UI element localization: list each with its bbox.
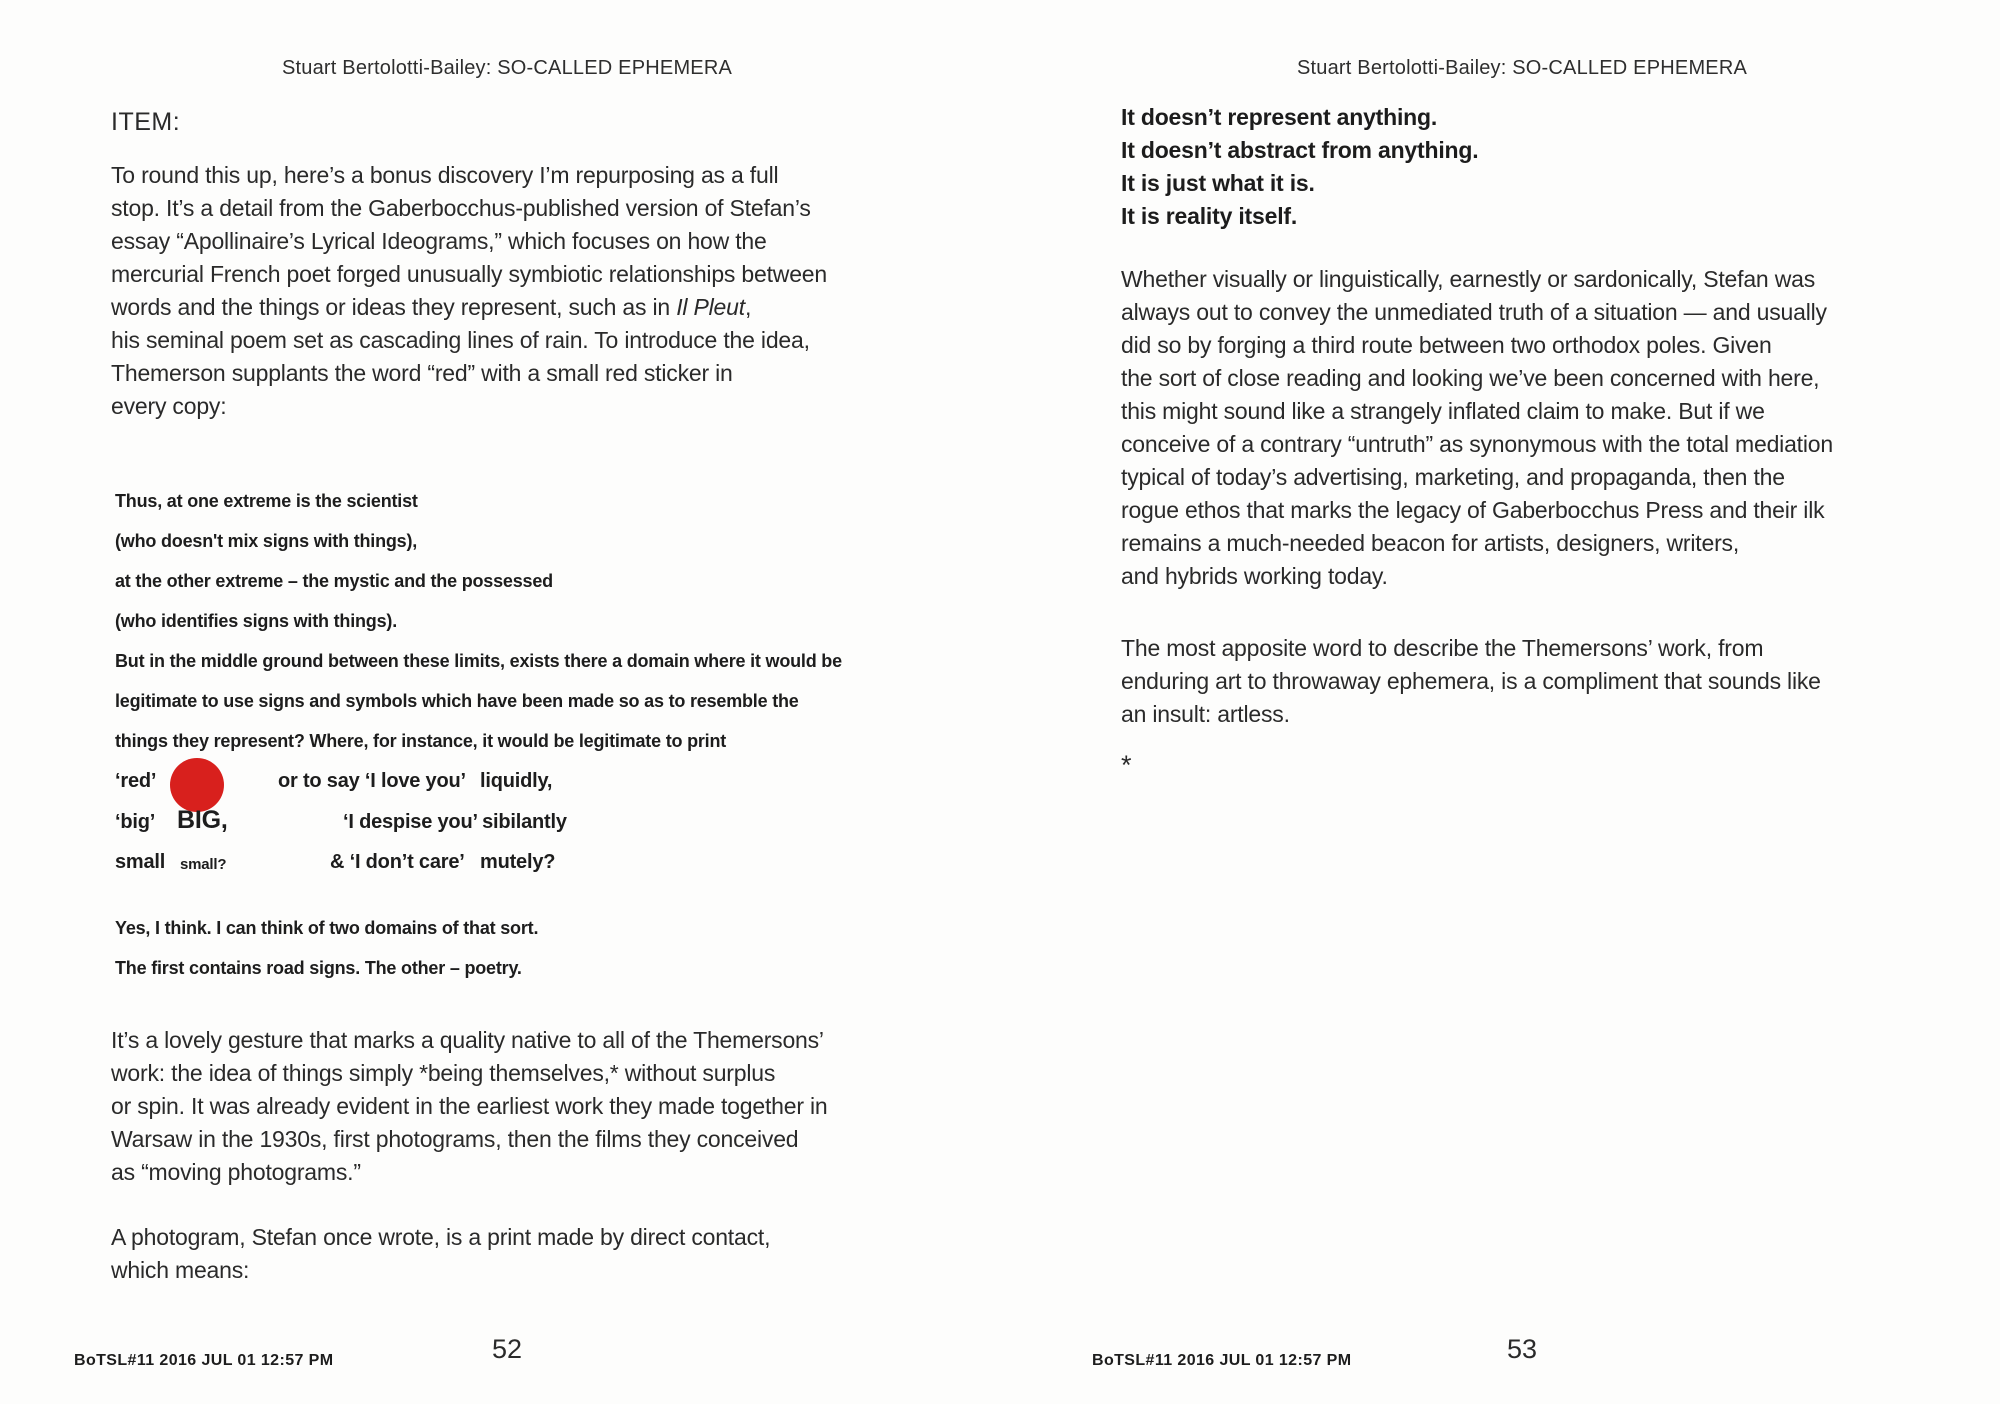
paragraph-line: his seminal poem set as cascading lines of rain. To introduce the idea,	[111, 327, 810, 353]
paragraph-line: the sort of close reading and looking we’ve been concerned with here,	[1121, 365, 1820, 391]
quote-line: (who doesn't mix signs with things),	[115, 531, 418, 551]
page-number: 52	[491, 1334, 523, 1364]
paragraph-line: To round this up, here’s a bonus discovery I’m repurposing as a full	[111, 162, 779, 188]
artless-paragraph	[1121, 632, 1821, 731]
paragraph-line: A photogram, Stefan once wrote, is a print made by direct contact,	[111, 1224, 771, 1250]
bold-line: It doesn’t represent anything.	[1121, 104, 1438, 130]
footer-imprint: BoTSL#11 2016 JUL 01 12:57 PM	[1092, 1352, 1352, 1369]
quote-line: The first contains road signs. The other – poetry.	[115, 958, 522, 978]
paragraph-line: this might sound like a strangely inflated claim to make. But if we	[1121, 398, 1765, 424]
italic-title: Il Pleut	[676, 294, 745, 320]
paragraph-line: every copy:	[111, 393, 227, 419]
sticker-word-big: ‘big’	[115, 811, 156, 833]
quote-line: things they represent? Where, for instance, it would be legitimate to print	[115, 731, 727, 751]
sticker-demo-small: small?	[180, 856, 227, 873]
running-head: Stuart Bertolotti-Bailey: SO-CALLED EPHEMERA	[1296, 57, 1748, 79]
paragraph-line: rogue ethos that marks the legacy of Gaberbocchus Press and their ilk	[1121, 497, 1825, 523]
section-end-asterisk: *	[1121, 750, 1132, 780]
paragraph-line: work: the idea of things simply *being themselves,* without surplus	[111, 1060, 776, 1086]
sticker-adverb-liquidly: liquidly,	[480, 770, 553, 792]
footer-imprint: BoTSL#11 2016 JUL 01 12:57 PM	[74, 1352, 334, 1369]
paragraph-line: remains a much-needed beacon for artists, designers, writers,	[1121, 530, 1740, 556]
quote-line: Thus, at one extreme is the scientist	[115, 491, 418, 511]
bold-line: It is reality itself.	[1121, 203, 1298, 229]
running-head: Stuart Bertolotti-Bailey: SO-CALLED EPHEMERA	[281, 57, 733, 79]
paragraph-line: an insult: artless.	[1121, 701, 1290, 727]
quote-line: legitimate to use signs and symbols which have been made so as to resemble the	[115, 691, 799, 711]
bold-line: It doesn’t abstract from anything.	[1121, 137, 1479, 163]
lovely-gesture-paragraph	[111, 1024, 827, 1189]
paragraph-line: enduring art to throwaway ephemera, is a compliment that sounds like	[1121, 668, 1821, 694]
paragraph-line: typical of today’s advertising, marketing, and propaganda, then the	[1121, 464, 1785, 490]
paragraph-line: It’s a lovely gesture that marks a quality native to all of the Themersons’	[111, 1027, 824, 1053]
red-sticker-dot	[170, 758, 224, 812]
bold-statement-block	[1121, 101, 1478, 233]
item-heading: ITEM:	[111, 108, 181, 136]
paragraph-line: and hybrids working today.	[1121, 563, 1388, 589]
paragraph-line: The most apposite word to describe the Themersons’ work, from	[1121, 635, 1764, 661]
paragraph-line: stop. It’s a detail from the Gaberbocchus-published version of Stefan’s	[111, 195, 811, 221]
sticker-demo-big: BIG,	[177, 806, 228, 834]
sticker-say-dontcare: & ‘I don’t care’	[330, 851, 465, 873]
paragraph-line: Themerson supplants the word “red” with a small red sticker in	[111, 360, 733, 386]
paragraph-line: or spin. It was already evident in the earliest work they made together in	[111, 1093, 828, 1119]
sticker-say-despise: ‘I despise you’ sibilantly	[343, 811, 567, 833]
paragraph-line: Warsaw in the 1930s, first photograms, then the films they conceived	[111, 1126, 799, 1152]
whether-paragraph	[1121, 263, 1833, 593]
sticker-say-love: or to say ‘I love you’	[278, 770, 466, 792]
quote-line: at the other extreme – the mystic and the possessed	[115, 571, 553, 591]
paragraph-line: did so by forging a third route between two orthodox poles. Given	[1121, 332, 1772, 358]
bold-line: It is just what it is.	[1121, 170, 1315, 196]
intro-paragraph	[111, 159, 827, 423]
paragraph-line: conceive of a contrary “untruth” as synonymous with the total mediation	[1121, 431, 1833, 457]
line-text: ,	[744, 294, 752, 320]
paragraph-line: Whether visually or linguistically, earnestly or sardonically, Stefan was	[1121, 266, 1816, 292]
sticker-adverb-mutely: mutely?	[480, 851, 556, 873]
line-text: words and the things or ideas they represent, such as in	[111, 294, 677, 320]
sticker-word-red: ‘red’	[115, 770, 157, 792]
page-right	[1000, 0, 2000, 1404]
photogram-paragraph	[111, 1221, 770, 1287]
paragraph-line: always out to convey the unmediated truth of a situation — and usually	[1121, 299, 1827, 325]
quote-line: But in the middle ground between these limits, exists there a domain where it would be	[115, 651, 842, 671]
paragraph-line: which means:	[111, 1257, 250, 1283]
paragraph-line-with-italic	[111, 291, 827, 324]
themerson-quote-block	[115, 481, 842, 761]
page-number: 53	[1506, 1334, 1538, 1364]
paragraph-line: as “moving photograms.”	[111, 1159, 361, 1185]
paragraph-line: mercurial French poet forged unusually symbiotic relationships between	[111, 261, 827, 287]
sticker-word-small: small	[115, 851, 166, 873]
quote-line: (who identifies signs with things).	[115, 611, 397, 631]
quote-line: Yes, I think. I can think of two domains of that sort.	[115, 918, 539, 938]
quote-conclusion-block	[115, 908, 538, 988]
paragraph-line: essay “Apollinaire’s Lyrical Ideograms,” which focuses on how the	[111, 228, 767, 254]
